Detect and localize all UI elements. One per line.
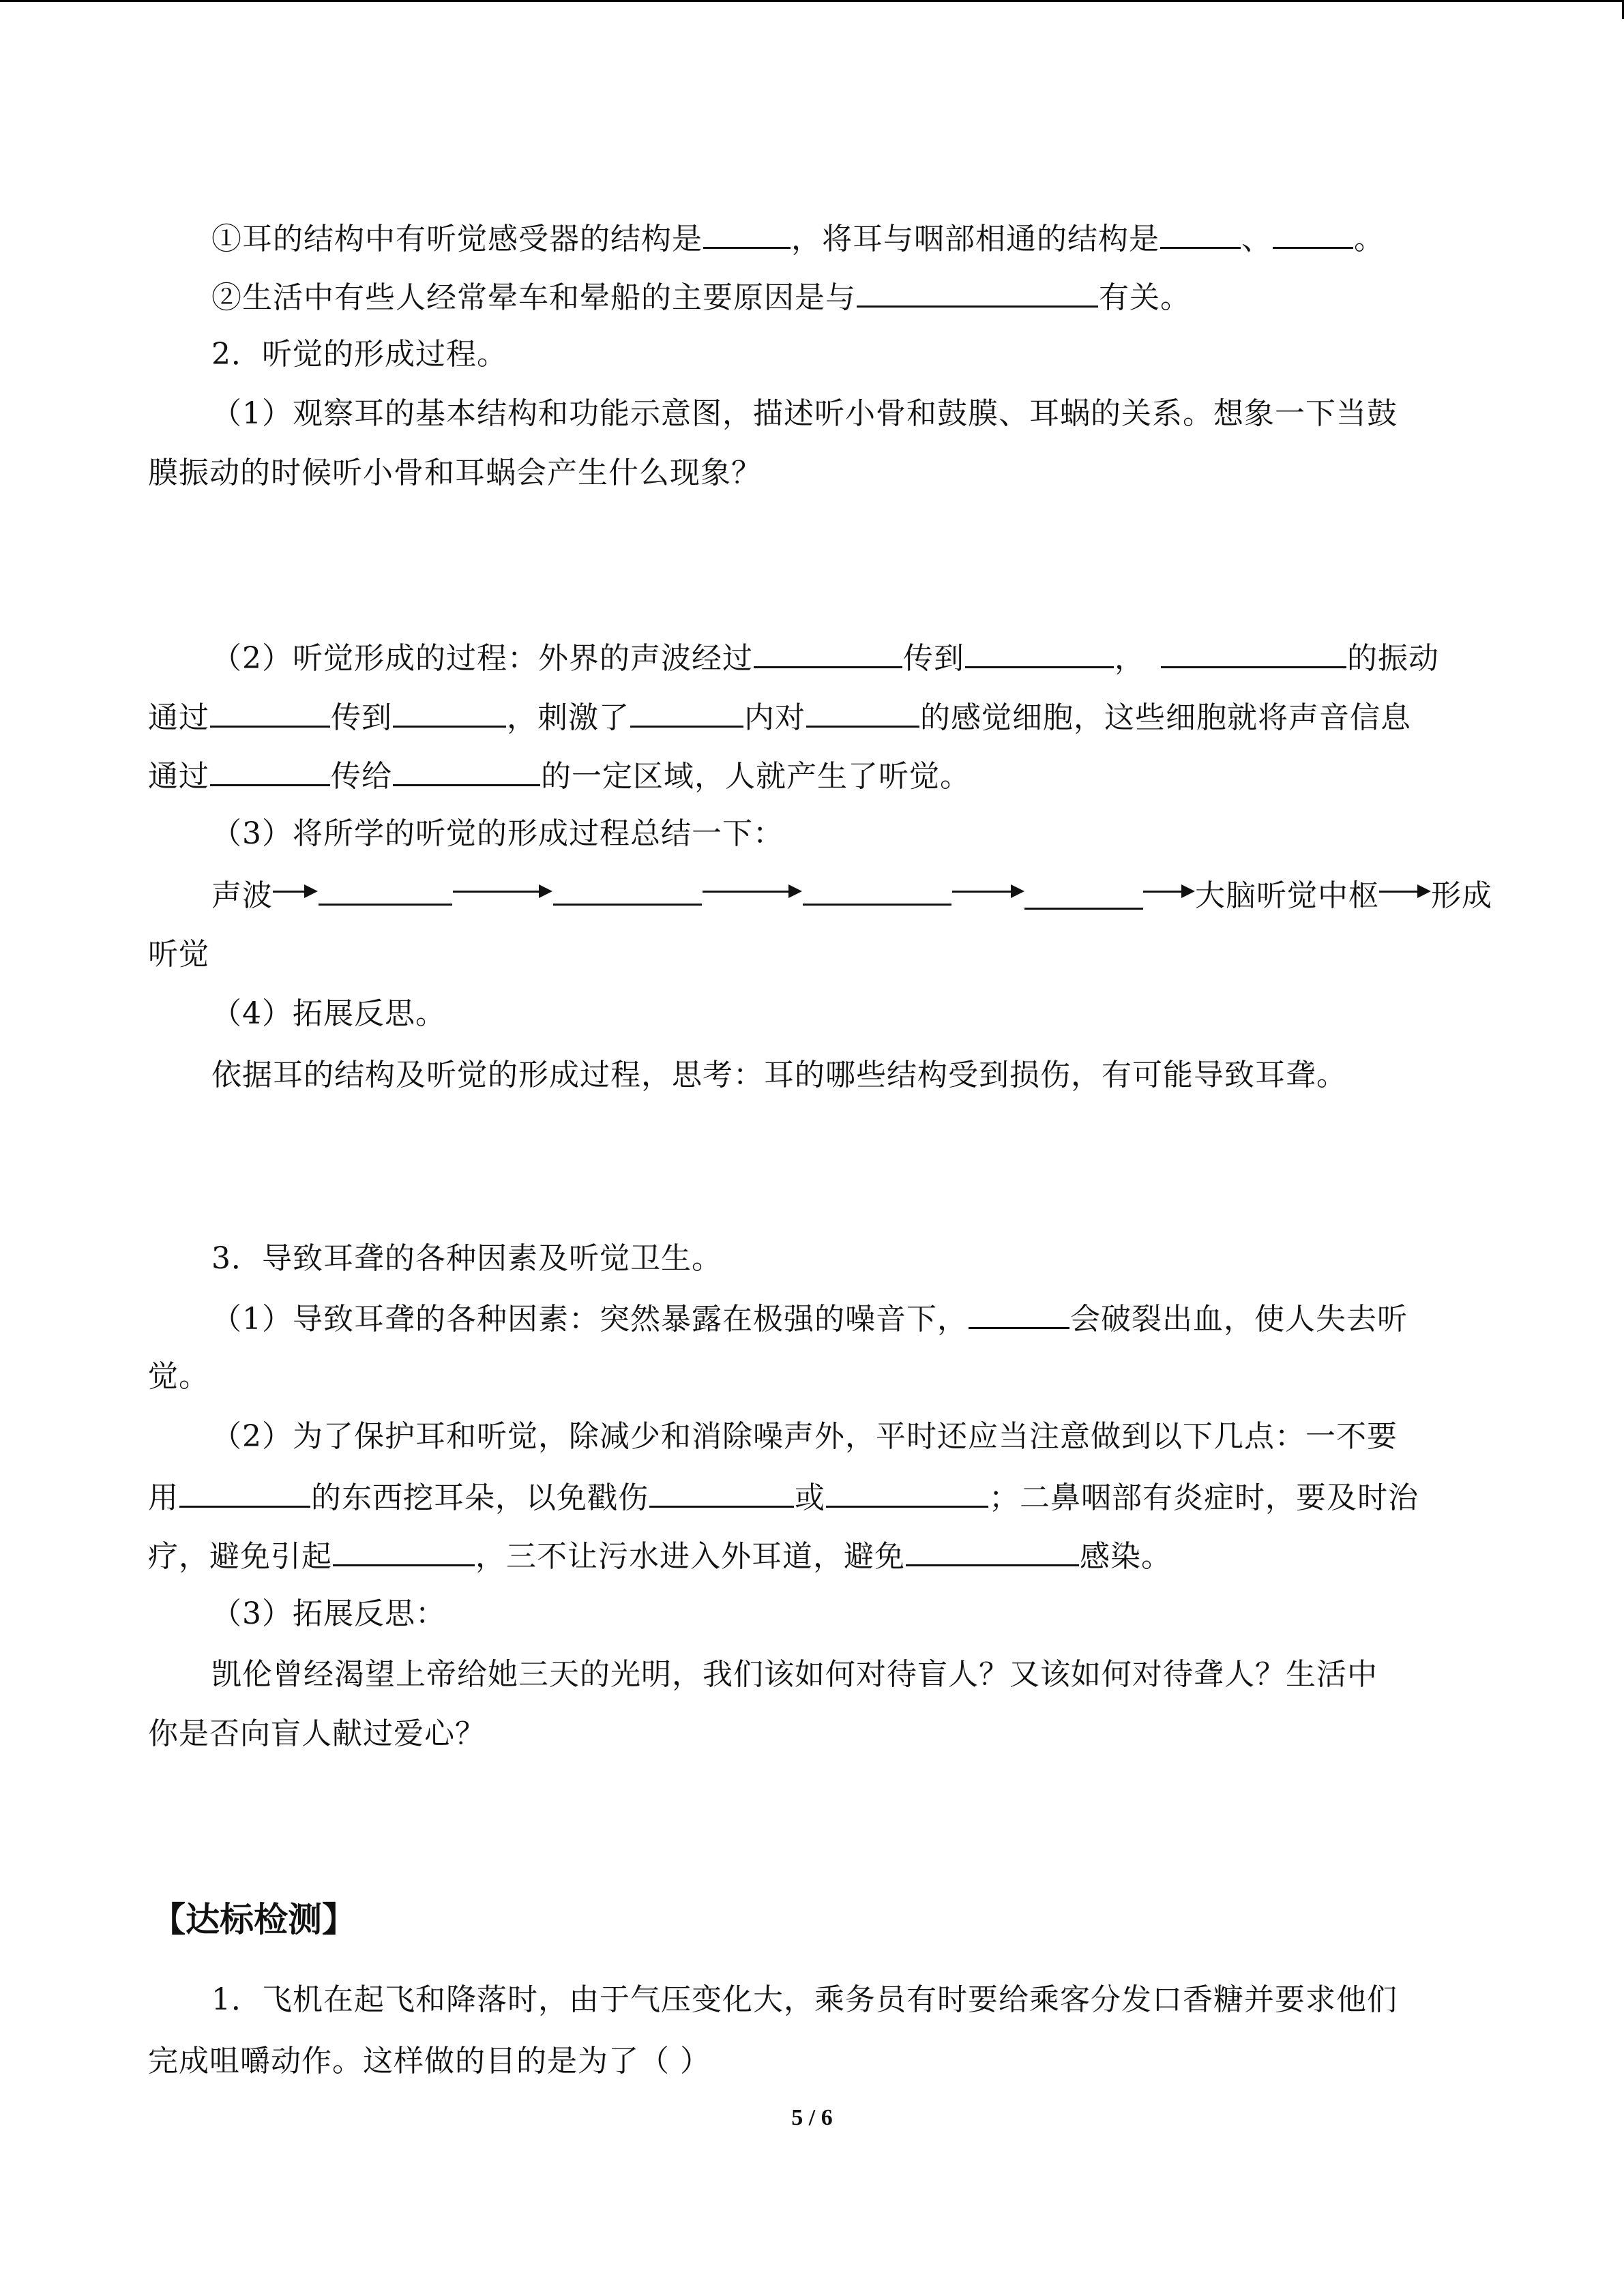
paragraph-protection-line2: 用 的东西挖耳朵，以免戳伤 或 ；二鼻咽部有炎症时，要及时治 — [148, 1476, 1419, 1519]
answer-blank[interactable] — [630, 696, 743, 728]
answer-blank[interactable] — [906, 1534, 1079, 1566]
paragraph-reflection-body: 依据耳的结构及听觉的形成过程，思考：耳的哪些结构受到损伤，有可能导致耳聋。 — [211, 1058, 1347, 1092]
answer-blank[interactable] — [1024, 876, 1143, 906]
section-title-deafness: 3．导致耳聋的各种因素及听觉卫生。 — [211, 1241, 722, 1276]
answer-blank[interactable] — [210, 754, 330, 786]
arrow-icon — [1143, 876, 1195, 906]
arrow-icon — [952, 876, 1024, 906]
answer-blank[interactable] — [393, 754, 540, 786]
arrow-icon — [1379, 876, 1431, 906]
question-motion-sickness: ②生活中有些人经常晕车和晕船的主要原因是与 有关。 — [211, 275, 1191, 318]
paragraph-reflection-title: （4）拓展反思。 — [211, 996, 446, 1031]
page-number: 5 / 6 — [791, 2105, 833, 2130]
paragraph-protection-line3: 疗，避免引起 ，三不让污水进入外耳道，避免 感染。 — [148, 1534, 1172, 1577]
paragraph-deafness-factors-line2: 觉。 — [148, 1359, 209, 1394]
paragraph-summary-title: （3）将所学的听觉的形成过程总结一下： — [211, 816, 784, 851]
answer-blank[interactable] — [806, 696, 919, 728]
arrow-icon — [453, 876, 552, 906]
answer-blank[interactable] — [210, 696, 330, 728]
answer-blank[interactable] — [393, 696, 506, 728]
paragraph-reflection2-line1: 凯伦曾经渴望上帝给她三天的光明，我们该如何对待盲人？又该如何对待聋人？生活中 — [211, 1657, 1378, 1692]
answer-blank[interactable] — [754, 636, 902, 668]
answer-blank[interactable] — [857, 275, 1098, 308]
arrow-icon — [703, 876, 802, 906]
arrow-icon — [273, 876, 318, 906]
question-ear-receptor: ①耳的结构中有听觉感受器的结构是 ，将耳与咽部相通的结构是 、 。 — [211, 217, 1385, 260]
answer-blank[interactable] — [803, 874, 951, 906]
answer-blank[interactable] — [965, 636, 1114, 668]
assessment-heading: 【达标检测】 — [151, 1900, 356, 1939]
paragraph-process-line1: （2）听觉形成的过程：外界的声波经过 传到 ， 的振动 — [211, 636, 1439, 679]
page-border-top — [0, 0, 1624, 2]
paragraph-observe-line2: 膜振动的时候听小骨和耳蜗会产生什么现象？ — [148, 456, 762, 490]
hearing-flow-result: 听觉 — [148, 937, 209, 972]
answer-blank[interactable] — [1160, 217, 1241, 249]
answer-blank[interactable] — [179, 1476, 310, 1508]
answer-blank[interactable] — [969, 1297, 1069, 1329]
section-title-hearing-formation: 2．听觉的形成过程。 — [211, 337, 507, 372]
assessment-question-1-line1: 1．飞机在起飞和降落时，由于气压变化大，乘务员有时要给乘客分发口香糖并要求他们 — [211, 1982, 1398, 2017]
answer-blank[interactable] — [333, 1534, 475, 1566]
paragraph-observe-line1: （1）观察耳的基本结构和功能示意图，描述听小骨和鼓膜、耳蜗的关系。想象一下当鼓 — [211, 396, 1398, 431]
answer-blank[interactable] — [826, 1476, 988, 1508]
answer-blank[interactable] — [649, 1476, 794, 1508]
answer-blank[interactable] — [1273, 217, 1353, 249]
hearing-flow-chain: 声波 大脑听觉中枢 形成 — [211, 874, 1492, 916]
answer-blank[interactable] — [1161, 636, 1346, 668]
paragraph-reflection2-line2: 你是否向盲人献过爱心？ — [148, 1716, 486, 1751]
paragraph-process-line2: 通过 传到 ，刺激了 内对 的感觉细胞，这些细胞就将声音信息 — [148, 696, 1411, 739]
assessment-question-1-line2: 完成咀嚼动作。这样做的目的是为了（ ） — [148, 2044, 711, 2078]
paragraph-deafness-factors-line1: （1）导致耳聋的各种因素：突然暴露在极强的噪音下， 会破裂出血，使人失去听 — [211, 1297, 1408, 1340]
answer-blank[interactable] — [553, 874, 702, 906]
answer-blank[interactable] — [703, 217, 791, 249]
paragraph-process-line3: 通过 传给 的一定区域，人就产生了听觉。 — [148, 754, 971, 797]
paragraph-protection-line1: （2）为了保护耳和听觉，除减少和消除噪声外，平时还应当注意做到以下几点：一不要 — [211, 1419, 1398, 1454]
paragraph-reflection2-title: （3）拓展反思： — [211, 1596, 446, 1631]
answer-blank[interactable] — [319, 874, 452, 906]
